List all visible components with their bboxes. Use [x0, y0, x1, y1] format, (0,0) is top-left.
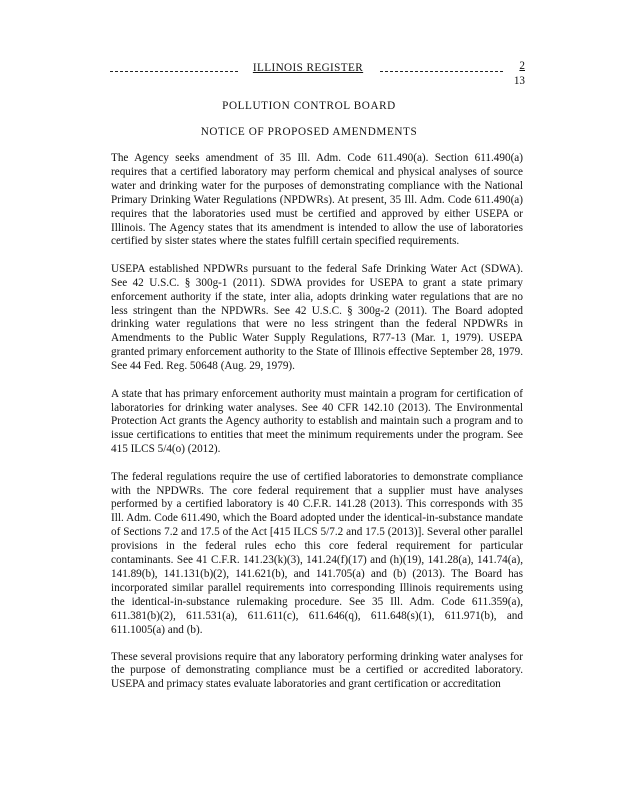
- volume-number: 13: [513, 75, 525, 87]
- agency-heading: POLLUTION CONTROL BOARD: [222, 100, 396, 112]
- body-paragraph: The federal regulations require the use of certified laboratories to demonstrate compliance with the NPDWRs. The core federal requirement that a supplier must have analyses performed by a certified laboratory is 40 C.F.R. 141.28 (2013). This corresponds with 35 Ill. Adm. Code 611.490, which the Board adopted under the identical-in-substance mandate of Sections 7.2 and 17.5 of the Act [415 ILCS 5/7.2 and 17.5 (2013)]. Several other parallel provisions in the federal rules echo this core federal requirement for particular contaminants. See 41 C.F.R. 141.23(k)(3), 141.24(f)(17) and (h)(19), 141.28(a), 141.74(a), 141.89(b), 141.131(b)(2), 141.621(b), and 141.705(a) and (b) (2013). The Board has incorporated similar parallel requirements into corresponding Illinois requirements using the identical-in-substance rulemaking procedure. See 35 Ill. Adm. Code 611.359(a), 611.381(b)(2), 611.531(a), 611.611(c), 611.646(q), 611.648(s)(1), 611.971(b), and 611.1005(a) and (b).: [111, 470, 523, 636]
- body-paragraph: These several provisions require that any laboratory performing drinking water analyses for the purpose of demonstrating compliance must be a certified or accredited laboratory. USEPA and primacy states evaluate laboratories and grant certification or accreditation: [111, 650, 523, 691]
- page-number: 2: [505, 60, 525, 74]
- body-paragraph: A state that has primary enforcement authority must maintain a program for certification of laboratories for drinking water analyses. See 40 CFR 142.10 (2013). The Environmental Protection Act grants the Agency authority to establish and maintain such a program and to issue certifications to entities that meet the minimum requirements under the program. See 415 ILCS 5/4(o) (2012).: [111, 387, 523, 456]
- body-paragraph: USEPA established NPDWRs pursuant to the federal Safe Drinking Water Act (SDWA). See 42 U.S.C. § 300g-1 (2011). SDWA provides for USEPA to grant a state primary enforcement authority if the state, inter alia, adopts drinking water regulations that are no less stringent than the NPDWRs. See 42 U.S.C. § 300g-2 (2011). The Board adopted drinking water regulations that were no less stringent than the federal NPDWRs in Amendments to the Public Water Supply Regulations, R77-13 (Mar. 1, 1979). USEPA granted primary enforcement authority to the State of Illinois effective September 28, 1979. See 44 Fed. Reg. 50648 (Aug. 29, 1979).: [111, 262, 523, 373]
- running-header: [0, 60, 618, 94]
- journal-title: ILLINOIS REGISTER: [238, 62, 378, 76]
- notice-title: NOTICE OF PROPOSED AMENDMENTS: [200, 126, 418, 138]
- body-paragraph: The Agency seeks amendment of 35 Ill. Adm. Code 611.490(a). Section 611.490(a) requires that a certified laboratory may perform chemical and physical analyses of source water and drinking water for the purposes of demonstrating compliance with the National Primary Drinking Water Regulations (NPDWRs). At present, 35 Ill. Adm. Code 611.490(a) requires that the laboratories used must be certified and approved by either USEPA or Illinois. The Agency states that its amendment is intended to allow the use of laboratories certified by sister states where the states fulfill certain specified requirements.: [111, 152, 523, 248]
- document-body: [111, 152, 523, 706]
